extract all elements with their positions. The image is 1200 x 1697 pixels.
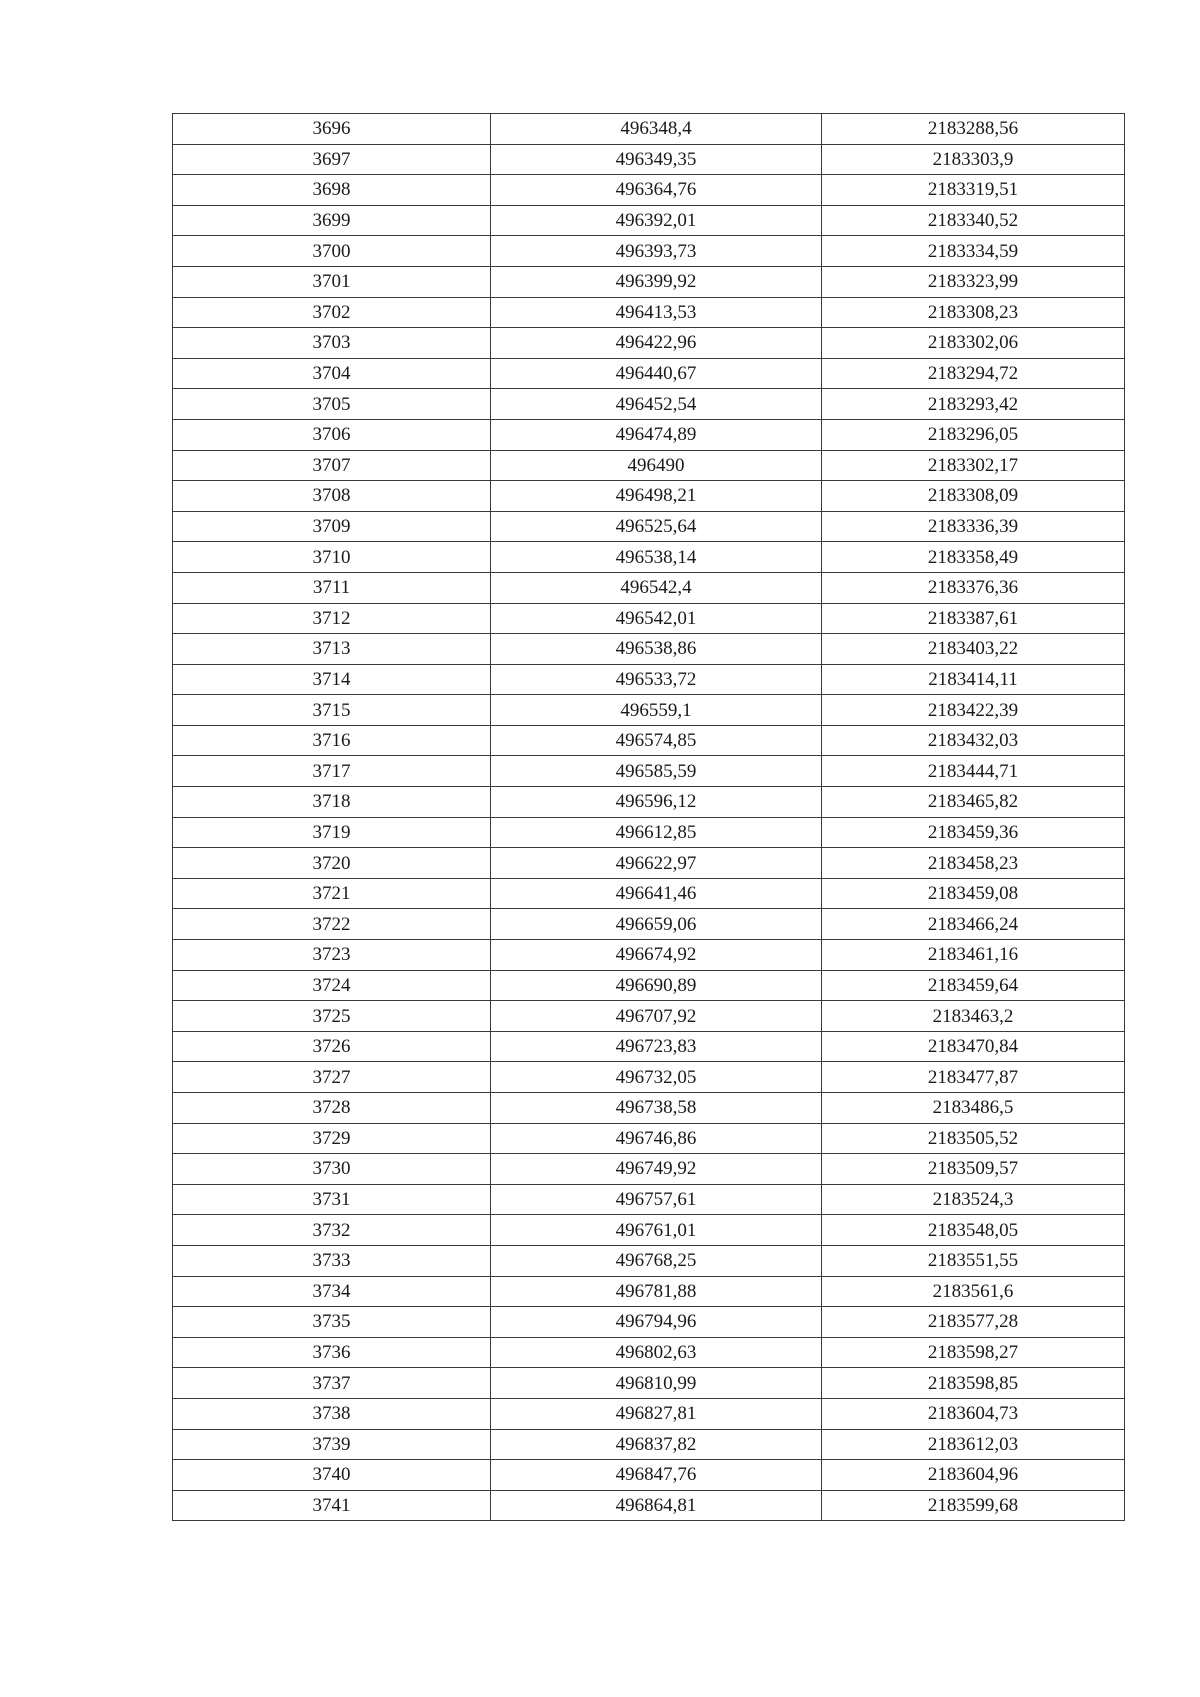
table-row — [173, 1276, 1125, 1307]
y-coordinate-cell: 2183319,51 — [822, 175, 1125, 206]
x-coordinate-cell: 496348,4 — [491, 114, 822, 145]
table-row — [173, 1337, 1125, 1368]
y-coordinate-cell: 2183598,85 — [822, 1368, 1125, 1399]
x-coordinate-cell: 496364,76 — [491, 175, 822, 206]
y-coordinate-cell: 2183334,59 — [822, 236, 1125, 267]
table-row — [173, 1460, 1125, 1491]
x-coordinate-cell: 496802,63 — [491, 1337, 822, 1368]
point-number-cell: 3715 — [173, 695, 491, 726]
point-number-cell: 3698 — [173, 175, 491, 206]
table-row — [173, 358, 1125, 389]
point-number-cell: 3729 — [173, 1123, 491, 1154]
table-row — [173, 848, 1125, 879]
x-coordinate-cell: 496393,73 — [491, 236, 822, 267]
table-row — [173, 1154, 1125, 1185]
y-coordinate-cell: 2183466,24 — [822, 909, 1125, 940]
y-coordinate-cell: 2183577,28 — [822, 1307, 1125, 1338]
point-number-cell: 3706 — [173, 419, 491, 450]
table-row — [173, 725, 1125, 756]
point-number-cell: 3717 — [173, 756, 491, 787]
y-coordinate-cell: 2183308,09 — [822, 481, 1125, 512]
y-coordinate-cell: 2183599,68 — [822, 1490, 1125, 1521]
table-row — [173, 419, 1125, 450]
point-number-cell: 3697 — [173, 144, 491, 175]
x-coordinate-cell: 496612,85 — [491, 817, 822, 848]
x-coordinate-cell: 496542,4 — [491, 572, 822, 603]
x-coordinate-cell: 496542,01 — [491, 603, 822, 634]
table-row — [173, 1490, 1125, 1521]
table-row — [173, 175, 1125, 206]
y-coordinate-cell: 2183376,36 — [822, 572, 1125, 603]
y-coordinate-cell: 2183509,57 — [822, 1154, 1125, 1185]
x-coordinate-cell: 496768,25 — [491, 1245, 822, 1276]
y-coordinate-cell: 2183461,16 — [822, 940, 1125, 971]
x-coordinate-cell: 496757,61 — [491, 1184, 822, 1215]
point-number-cell: 3718 — [173, 787, 491, 818]
y-coordinate-cell: 2183422,39 — [822, 695, 1125, 726]
table-row — [173, 1215, 1125, 1246]
point-number-cell: 3724 — [173, 970, 491, 1001]
point-number-cell: 3722 — [173, 909, 491, 940]
table-row — [173, 1398, 1125, 1429]
y-coordinate-cell: 2183604,73 — [822, 1398, 1125, 1429]
y-coordinate-cell: 2183524,3 — [822, 1184, 1125, 1215]
y-coordinate-cell: 2183477,87 — [822, 1062, 1125, 1093]
table-row — [173, 481, 1125, 512]
y-coordinate-cell: 2183470,84 — [822, 1031, 1125, 1062]
x-coordinate-cell: 496674,92 — [491, 940, 822, 971]
table-row — [173, 389, 1125, 420]
point-number-cell: 3700 — [173, 236, 491, 267]
x-coordinate-cell: 496392,01 — [491, 205, 822, 236]
table-row — [173, 205, 1125, 236]
point-number-cell: 3720 — [173, 848, 491, 879]
x-coordinate-cell: 496596,12 — [491, 787, 822, 818]
y-coordinate-cell: 2183459,64 — [822, 970, 1125, 1001]
point-number-cell: 3702 — [173, 297, 491, 328]
point-number-cell: 3736 — [173, 1337, 491, 1368]
table-row — [173, 297, 1125, 328]
y-coordinate-cell: 2183505,52 — [822, 1123, 1125, 1154]
point-number-cell: 3696 — [173, 114, 491, 145]
table-row — [173, 1368, 1125, 1399]
y-coordinate-cell: 2183340,52 — [822, 205, 1125, 236]
y-coordinate-cell: 2183403,22 — [822, 634, 1125, 665]
point-number-cell: 3739 — [173, 1429, 491, 1460]
y-coordinate-cell: 2183336,39 — [822, 511, 1125, 542]
x-coordinate-cell: 496707,92 — [491, 1001, 822, 1032]
table-row — [173, 1307, 1125, 1338]
table-row — [173, 1062, 1125, 1093]
point-number-cell: 3740 — [173, 1460, 491, 1491]
x-coordinate-cell: 496349,35 — [491, 144, 822, 175]
table-row — [173, 572, 1125, 603]
x-coordinate-cell: 496746,86 — [491, 1123, 822, 1154]
y-coordinate-cell: 2183548,05 — [822, 1215, 1125, 1246]
y-coordinate-cell: 2183612,03 — [822, 1429, 1125, 1460]
table-row — [173, 817, 1125, 848]
point-number-cell: 3733 — [173, 1245, 491, 1276]
x-coordinate-cell: 496490 — [491, 450, 822, 481]
point-number-cell: 3735 — [173, 1307, 491, 1338]
point-number-cell: 3725 — [173, 1001, 491, 1032]
y-coordinate-cell: 2183323,99 — [822, 266, 1125, 297]
table-row — [173, 634, 1125, 665]
point-number-cell: 3727 — [173, 1062, 491, 1093]
x-coordinate-cell: 496837,82 — [491, 1429, 822, 1460]
point-number-cell: 3703 — [173, 328, 491, 359]
x-coordinate-cell: 496574,85 — [491, 725, 822, 756]
y-coordinate-cell: 2183293,42 — [822, 389, 1125, 420]
point-number-cell: 3734 — [173, 1276, 491, 1307]
x-coordinate-cell: 496622,97 — [491, 848, 822, 879]
x-coordinate-cell: 496761,01 — [491, 1215, 822, 1246]
table-row — [173, 756, 1125, 787]
point-number-cell: 3708 — [173, 481, 491, 512]
point-number-cell: 3709 — [173, 511, 491, 542]
x-coordinate-cell: 496525,64 — [491, 511, 822, 542]
y-coordinate-cell: 2183604,96 — [822, 1460, 1125, 1491]
table-row — [173, 970, 1125, 1001]
point-number-cell: 3711 — [173, 572, 491, 603]
point-number-cell: 3710 — [173, 542, 491, 573]
y-coordinate-cell: 2183486,5 — [822, 1093, 1125, 1124]
point-number-cell: 3719 — [173, 817, 491, 848]
table-row — [173, 1245, 1125, 1276]
x-coordinate-cell: 496723,83 — [491, 1031, 822, 1062]
table-row — [173, 664, 1125, 695]
table-row — [173, 1429, 1125, 1460]
table-row — [173, 878, 1125, 909]
table-row — [173, 144, 1125, 175]
point-number-cell: 3726 — [173, 1031, 491, 1062]
point-number-cell: 3731 — [173, 1184, 491, 1215]
point-number-cell: 3712 — [173, 603, 491, 634]
y-coordinate-cell: 2183302,06 — [822, 328, 1125, 359]
point-number-cell: 3721 — [173, 878, 491, 909]
x-coordinate-cell: 496498,21 — [491, 481, 822, 512]
x-coordinate-cell: 496827,81 — [491, 1398, 822, 1429]
point-number-cell: 3707 — [173, 450, 491, 481]
table-row — [173, 1123, 1125, 1154]
y-coordinate-cell: 2183459,08 — [822, 878, 1125, 909]
point-number-cell: 3723 — [173, 940, 491, 971]
y-coordinate-cell: 2183561,6 — [822, 1276, 1125, 1307]
coordinates-table-body — [173, 114, 1125, 1521]
coordinates-table — [172, 113, 1125, 1521]
y-coordinate-cell: 2183551,55 — [822, 1245, 1125, 1276]
point-number-cell: 3704 — [173, 358, 491, 389]
x-coordinate-cell: 496732,05 — [491, 1062, 822, 1093]
x-coordinate-cell: 496781,88 — [491, 1276, 822, 1307]
table-row — [173, 236, 1125, 267]
point-number-cell: 3701 — [173, 266, 491, 297]
table-row — [173, 1184, 1125, 1215]
point-number-cell: 3730 — [173, 1154, 491, 1185]
table-row — [173, 1031, 1125, 1062]
point-number-cell: 3728 — [173, 1093, 491, 1124]
table-row — [173, 1001, 1125, 1032]
y-coordinate-cell: 2183358,49 — [822, 542, 1125, 573]
table-row — [173, 909, 1125, 940]
y-coordinate-cell: 2183308,23 — [822, 297, 1125, 328]
table-row — [173, 114, 1125, 145]
table-row — [173, 450, 1125, 481]
x-coordinate-cell: 496641,46 — [491, 878, 822, 909]
table-row — [173, 603, 1125, 634]
table-row — [173, 542, 1125, 573]
x-coordinate-cell: 496585,59 — [491, 756, 822, 787]
y-coordinate-cell: 2183465,82 — [822, 787, 1125, 818]
point-number-cell: 3732 — [173, 1215, 491, 1246]
table-row — [173, 787, 1125, 818]
y-coordinate-cell: 2183444,71 — [822, 756, 1125, 787]
y-coordinate-cell: 2183387,61 — [822, 603, 1125, 634]
point-number-cell: 3714 — [173, 664, 491, 695]
x-coordinate-cell: 496399,92 — [491, 266, 822, 297]
point-number-cell: 3713 — [173, 634, 491, 665]
y-coordinate-cell: 2183458,23 — [822, 848, 1125, 879]
x-coordinate-cell: 496847,76 — [491, 1460, 822, 1491]
y-coordinate-cell: 2183302,17 — [822, 450, 1125, 481]
y-coordinate-cell: 2183598,27 — [822, 1337, 1125, 1368]
y-coordinate-cell: 2183432,03 — [822, 725, 1125, 756]
y-coordinate-cell: 2183296,05 — [822, 419, 1125, 450]
y-coordinate-cell: 2183303,9 — [822, 144, 1125, 175]
x-coordinate-cell: 496810,99 — [491, 1368, 822, 1399]
y-coordinate-cell: 2183414,11 — [822, 664, 1125, 695]
table-row — [173, 1093, 1125, 1124]
x-coordinate-cell: 496413,53 — [491, 297, 822, 328]
y-coordinate-cell: 2183288,56 — [822, 114, 1125, 145]
point-number-cell: 3737 — [173, 1368, 491, 1399]
y-coordinate-cell: 2183459,36 — [822, 817, 1125, 848]
y-coordinate-cell: 2183294,72 — [822, 358, 1125, 389]
point-number-cell: 3699 — [173, 205, 491, 236]
x-coordinate-cell: 496452,54 — [491, 389, 822, 420]
point-number-cell: 3716 — [173, 725, 491, 756]
table-row — [173, 266, 1125, 297]
x-coordinate-cell: 496659,06 — [491, 909, 822, 940]
x-coordinate-cell: 496538,86 — [491, 634, 822, 665]
x-coordinate-cell: 496864,81 — [491, 1490, 822, 1521]
table-row — [173, 328, 1125, 359]
x-coordinate-cell: 496474,89 — [491, 419, 822, 450]
table-row — [173, 511, 1125, 542]
x-coordinate-cell: 496749,92 — [491, 1154, 822, 1185]
table-row — [173, 695, 1125, 726]
x-coordinate-cell: 496422,96 — [491, 328, 822, 359]
x-coordinate-cell: 496794,96 — [491, 1307, 822, 1338]
x-coordinate-cell: 496559,1 — [491, 695, 822, 726]
x-coordinate-cell: 496690,89 — [491, 970, 822, 1001]
table-row — [173, 940, 1125, 971]
x-coordinate-cell: 496533,72 — [491, 664, 822, 695]
point-number-cell: 3705 — [173, 389, 491, 420]
point-number-cell: 3741 — [173, 1490, 491, 1521]
x-coordinate-cell: 496738,58 — [491, 1093, 822, 1124]
x-coordinate-cell: 496440,67 — [491, 358, 822, 389]
x-coordinate-cell: 496538,14 — [491, 542, 822, 573]
point-number-cell: 3738 — [173, 1398, 491, 1429]
y-coordinate-cell: 2183463,2 — [822, 1001, 1125, 1032]
